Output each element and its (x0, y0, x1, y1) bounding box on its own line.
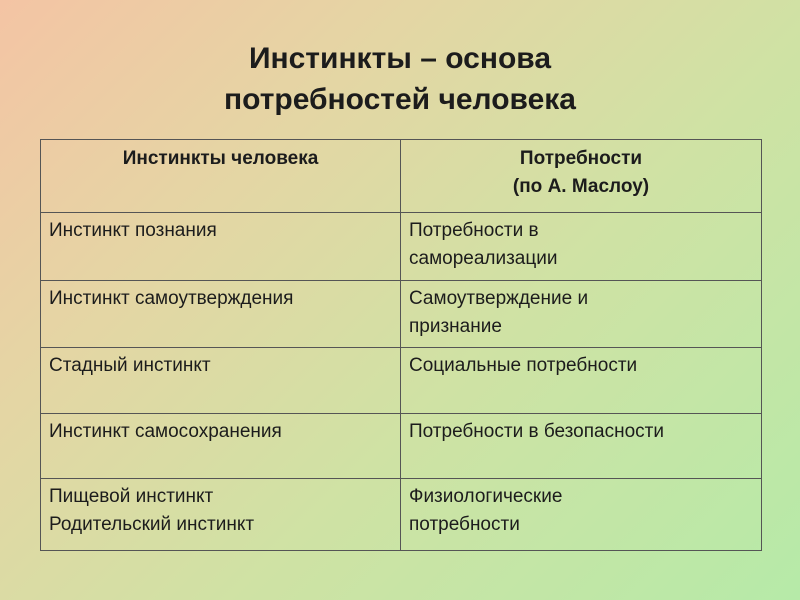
table-row (41, 281, 762, 348)
need-cell (401, 281, 762, 348)
header-instincts-label: Инстинкты человека (122, 148, 319, 169)
instinct-text: Инстинкт познания (49, 220, 217, 241)
instinct-cell (41, 414, 401, 479)
need-text: самореализации (409, 248, 558, 269)
header-instincts (41, 140, 401, 213)
slide-title (0, 38, 800, 120)
need-cell (401, 348, 762, 414)
need-cell (401, 479, 762, 551)
need-text: Физиологические (409, 486, 563, 507)
instinct-cell (41, 213, 401, 281)
table-row (41, 213, 762, 281)
header-needs (401, 140, 762, 213)
table-row (41, 348, 762, 414)
instinct-text: Родительский инстинкт (49, 514, 255, 535)
instinct-text: Инстинкт самосохранения (49, 421, 282, 442)
header-needs-source: (по А. Маслоу) (512, 176, 650, 197)
header-needs-label: Потребности (519, 148, 643, 169)
slide-title-line-1: Инстинкты – основа (248, 42, 552, 75)
instinct-text: Инстинкт самоутверждения (49, 288, 294, 309)
need-text: потребности (409, 514, 520, 535)
need-text: Потребности в безопасности (409, 421, 664, 442)
table-row (41, 414, 762, 479)
instinct-text: Стадный инстинкт (49, 355, 211, 376)
instincts-needs-table (40, 139, 762, 551)
instinct-text: Пищевой инстинкт (49, 486, 214, 507)
need-text: Социальные потребности (409, 355, 638, 376)
table-row (41, 479, 762, 551)
table-header-row (41, 140, 762, 213)
instinct-cell (41, 348, 401, 414)
slide-title-line-2: потребностей человека (224, 83, 576, 116)
need-text: Потребности в (409, 220, 539, 241)
instinct-cell (41, 281, 401, 348)
instinct-cell (41, 479, 401, 551)
need-text: признание (409, 316, 502, 337)
need-cell (401, 213, 762, 281)
need-cell (401, 414, 762, 479)
need-text: Самоутверждение и (409, 288, 589, 309)
